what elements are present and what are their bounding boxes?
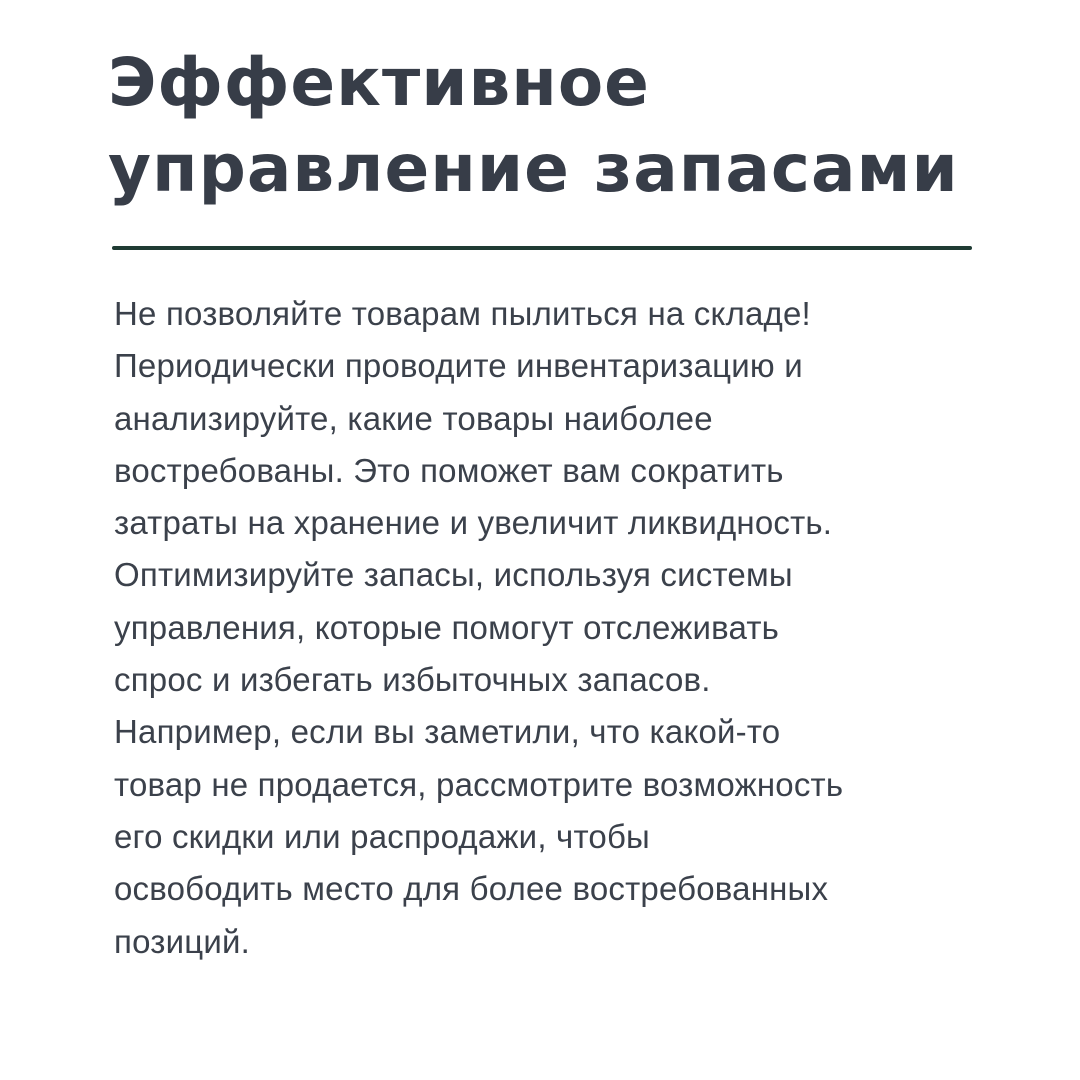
title-line: управление запасами bbox=[108, 130, 959, 207]
title-line: Эффективное bbox=[108, 44, 650, 121]
body-paragraph bbox=[114, 288, 1014, 968]
body-line: управления, которые помогут отслеживать bbox=[114, 608, 780, 646]
body-line: спрос и избегать избыточных запасов. bbox=[114, 661, 711, 699]
body-line: Оптимизируйте запасы, используя системы bbox=[114, 556, 793, 594]
body-line: востребованы. Это поможет вам сократить bbox=[114, 451, 784, 489]
body-line: его скидки или распродажи, чтобы bbox=[114, 817, 650, 855]
body-line: товар не продается, рассмотрите возможность bbox=[114, 765, 844, 803]
body-line: затраты на хранение и увеличит ликвидность. bbox=[114, 504, 833, 542]
body-line: освободить место для более востребованных bbox=[114, 870, 829, 908]
page-title bbox=[108, 40, 1008, 212]
title-divider bbox=[112, 246, 972, 250]
body-line: позиций. bbox=[114, 922, 250, 960]
body-line: анализируйте, какие товары наиболее bbox=[114, 399, 713, 437]
body-line: Периодически проводите инвентаризацию и bbox=[114, 347, 803, 385]
body-line: Например, если вы заметили, что какой-то bbox=[114, 713, 781, 751]
body-line: Не позволяйте товарам пылиться на складе! bbox=[114, 295, 811, 332]
